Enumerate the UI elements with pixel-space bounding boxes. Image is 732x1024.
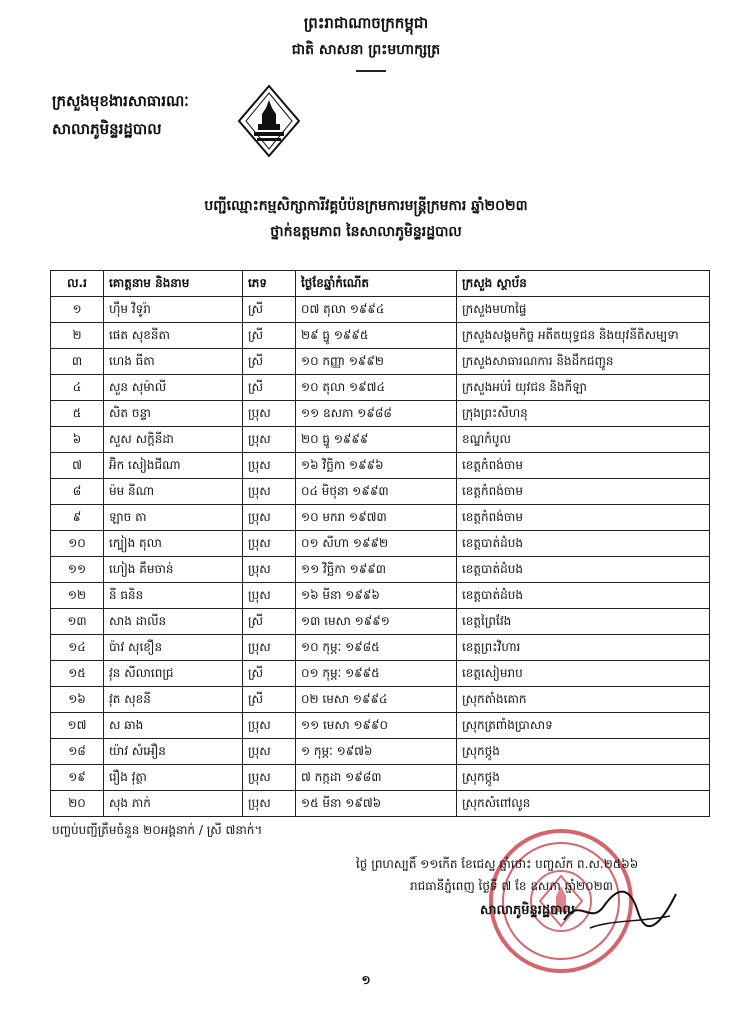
row-sex: ប្រុស (243, 635, 296, 661)
row-name: សួន សុម៉ាលី (104, 375, 243, 401)
row-institution: ខេត្តសៀមរាប (457, 661, 710, 687)
row-institution: ស្រុកសំពៅលូន (457, 791, 710, 817)
table-row (51, 583, 710, 609)
row-number: ៩ (51, 505, 104, 531)
row-birth-date: ១៦ វិច្ឆិកា ១៩៩៦ (296, 453, 457, 479)
row-number: ៣ (51, 349, 104, 375)
table-header-row (51, 271, 710, 297)
row-number: ២០ (51, 791, 104, 817)
row-institution: ខេត្តកំពង់ចាម (457, 453, 710, 479)
row-birth-date: ១៥ មីនា ១៩៧៦ (296, 791, 457, 817)
row-sex: ប្រុស (243, 765, 296, 791)
table-row (51, 713, 710, 739)
table-row (51, 609, 710, 635)
row-sex: ប្រុស (243, 557, 296, 583)
list-summary: បញ្ចប់បញ្ជីត្រឹមចំនួន ២០អង្គនាក់ / ស្រី ៧នាក់។ (52, 823, 263, 837)
row-sex: ប្រុស (243, 791, 296, 817)
row-institution: ស្រុកថ្កូង (457, 739, 710, 765)
kingdom-heading: ព្រះរាជាណាចក្រកម្ពុជា (303, 14, 429, 32)
header-name: គោត្តនាម និងនាម (104, 271, 243, 297)
row-birth-date: ១០ មករា ១៩៧៣ (296, 505, 457, 531)
row-birth-date: ២០ ធ្នូ ១៩៩៩ (296, 427, 457, 453)
row-sex: ស្រី (243, 609, 296, 635)
row-birth-date: ១១ ឧសភា ១៩៨៨ (296, 401, 457, 427)
row-sex: ស្រី (243, 323, 296, 349)
row-sex: ប្រុស (243, 453, 296, 479)
row-number: ២ (51, 323, 104, 349)
row-institution: ខេត្តកំពង់ចាម (457, 479, 710, 505)
row-sex: ស្រី (243, 297, 296, 323)
table-row (51, 661, 710, 687)
table-row (51, 687, 710, 713)
row-birth-date: ១៦ មីនា ១៩៩៦ (296, 583, 457, 609)
row-institution: ក្រសួងសង្គមកិច្ច អតីតយុទ្ធជន និងយុវនីតិសម្បទា (457, 323, 710, 349)
row-birth-date: ០៤ មិថុនា ១៩៩៣ (296, 479, 457, 505)
row-sex: ស្រី (243, 661, 296, 687)
table-row (51, 791, 710, 817)
table-row (51, 297, 710, 323)
table-row (51, 557, 710, 583)
row-name: ម៉ម នីណា (104, 479, 243, 505)
row-sex: ប្រុស (243, 739, 296, 765)
row-name: ស ឆាង (104, 713, 243, 739)
row-institution: ខេត្តព្រៃវែង (457, 609, 710, 635)
header-birth-date: ថ្ងៃខែឆ្នាំកំណើត (296, 271, 457, 297)
row-number: ១៧ (51, 713, 104, 739)
row-sex: ប្រុស (243, 505, 296, 531)
row-institution: ក្រសួងអប់រំ យុវជន និងកីឡា (457, 375, 710, 401)
row-number: ១០ (51, 531, 104, 557)
row-name: រឿង វុត្ថា (104, 765, 243, 791)
row-name: នី ធនិន (104, 583, 243, 609)
page-number: ១ (361, 973, 371, 987)
row-sex: ប្រុស (243, 427, 296, 453)
ministry-name: ក្រសួងមុខងារសាធារណៈ (52, 92, 189, 110)
row-number: ៤ (51, 375, 104, 401)
row-birth-date: ១០ កញ្ញា ១៩៩២ (296, 349, 457, 375)
list-subtitle: ថ្នាក់ឧត្តមភាព នៃសាលាភូមិន្ទរដ្ឋបាល (270, 224, 462, 240)
row-sex: ស្រី (243, 375, 296, 401)
row-institution: ស្រុកត្រពាំងប្រាសាទ (457, 713, 710, 739)
row-name: ក្បៀង តុលា (104, 531, 243, 557)
table-row (51, 375, 710, 401)
row-birth-date: ៧ កក្កដា ១៩៨៣ (296, 765, 457, 791)
row-birth-date: ០៧ តុលា ១៩៩៤ (296, 297, 457, 323)
school-emblem-icon (236, 84, 302, 158)
header-divider (356, 70, 386, 72)
row-birth-date: ១០ តុលា ១៩៧៤ (296, 375, 457, 401)
table-row (51, 505, 710, 531)
row-institution: ស្រុកថ្កូង (457, 765, 710, 791)
row-number: ១ (51, 297, 104, 323)
row-name: សាង ដាលីន (104, 609, 243, 635)
row-name: ហេង ធីតា (104, 349, 243, 375)
table-row (51, 427, 710, 453)
row-birth-date: ១៣ មេសា ១៩៩១ (296, 609, 457, 635)
participant-table (50, 270, 710, 817)
row-birth-date: ១០ កុម្ភៈ ១៩៨៥ (296, 635, 457, 661)
row-number: ៥ (51, 401, 104, 427)
row-institution: ខណ្ឌកំបូល (457, 427, 710, 453)
table-row (51, 739, 710, 765)
row-name: ឡាច តា (104, 505, 243, 531)
header-sex: ភេទ (243, 271, 296, 297)
row-number: ១៥ (51, 661, 104, 687)
row-name: ផេត សុខនីតា (104, 323, 243, 349)
solar-date: រាជធានីភ្នំពេញ ថ្ងៃទី ៧ ខែ ឧសភា ឆ្នាំ២០២៣ (410, 879, 613, 893)
list-title: បញ្ជីឈ្មោះកម្មសិក្សាការីវគ្គបំប៉នក្រមការមន្ត្រីក្រមការ ឆ្នាំ២០២៣ (204, 198, 528, 214)
row-name: វុត សុខនី (104, 687, 243, 713)
row-institution: ក្រុងព្រះសីហនុ (457, 401, 710, 427)
header-number: ល.រ (51, 271, 104, 297)
row-birth-date: ១១ វិច្ឆិកា ១៩៩៣ (296, 557, 457, 583)
row-number: ៨ (51, 479, 104, 505)
row-institution: ក្រសួងមហាផ្ទៃ (457, 297, 710, 323)
row-name: អ៊ិក សៀងជីណា (104, 453, 243, 479)
school-name: សាលាភូមិន្ទរដ្ឋបាល (52, 120, 162, 138)
row-sex: ប្រុស (243, 401, 296, 427)
row-number: ១៦ (51, 687, 104, 713)
row-institution: ក្រសួងសាធារណការ និងដឹកជញ្ជូន (457, 349, 710, 375)
table-row (51, 349, 710, 375)
row-number: ១៩ (51, 765, 104, 791)
row-name: ហៀង គឹមចាន់ (104, 557, 243, 583)
row-number: ១១ (51, 557, 104, 583)
row-birth-date: ០១ កុម្ភៈ ១៩៩៥ (296, 661, 457, 687)
row-number: ១២ (51, 583, 104, 609)
row-number: ៧ (51, 453, 104, 479)
row-birth-date: ០២ មេសា ១៩៩៤ (296, 687, 457, 713)
row-name: ហ៊ឹម វិទូរ៉ា (104, 297, 243, 323)
row-sex: ប្រុស (243, 713, 296, 739)
row-institution: ខេត្តបាត់ដំបង (457, 583, 710, 609)
row-institution: ស្រុកតាំងគោក (457, 687, 710, 713)
national-motto: ជាតិ សាសនា ព្រះមហាក្សត្រ (291, 42, 441, 58)
row-institution: ខេត្តបាត់ដំបង (457, 531, 710, 557)
table-row (51, 479, 710, 505)
row-sex: ស្រី (243, 687, 296, 713)
row-institution: ខេត្តកំពង់ចាម (457, 505, 710, 531)
row-birth-date: ១១ មេសា ១៩៩០ (296, 713, 457, 739)
row-number: ១៨ (51, 739, 104, 765)
signer-title: សាលាភូមិន្ទរដ្ឋបាល (480, 903, 575, 918)
header-institution: ក្រសួង ស្ថាប័ន (457, 271, 710, 297)
row-birth-date: ០១ សីហា ១៩៩២ (296, 531, 457, 557)
table-row (51, 635, 710, 661)
row-sex: ស្រី (243, 349, 296, 375)
table-row (51, 401, 710, 427)
row-sex: ប្រុស (243, 583, 296, 609)
table-row (51, 765, 710, 791)
row-name: សិត ចន្ទា (104, 401, 243, 427)
row-birth-date: ១ កុម្ភៈ ១៩៧៦ (296, 739, 457, 765)
row-name: សួស សក្តិនីដា (104, 427, 243, 453)
row-name: វុន សីលាពេជ្រ (104, 661, 243, 687)
row-number: ១៣ (51, 609, 104, 635)
row-birth-date: ២៩ ធ្នូ ១៩៩៥ (296, 323, 457, 349)
table-row (51, 531, 710, 557)
row-sex: ប្រុស (243, 531, 296, 557)
row-name: យ៉ាវ សំអឿន (104, 739, 243, 765)
row-name: ប៉ាវ សុខឿន (104, 635, 243, 661)
row-sex: ប្រុស (243, 479, 296, 505)
table-row (51, 323, 710, 349)
row-institution: ខេត្តបាត់ដំបង (457, 557, 710, 583)
lunar-date: ថ្ងៃ ព្រហស្បតិ៍ ១១កើត ខែជេស្ឋ ឆ្នាំថោះ បញ្ចស័ក ព.ស.២៥៦៦ (356, 857, 639, 871)
row-name: សុង ភាក់ (104, 791, 243, 817)
row-number: ៦ (51, 427, 104, 453)
row-institution: ខេត្តព្រះវិហារ (457, 635, 710, 661)
table-row (51, 453, 710, 479)
row-number: ១៤ (51, 635, 104, 661)
signature-icon (560, 876, 680, 936)
